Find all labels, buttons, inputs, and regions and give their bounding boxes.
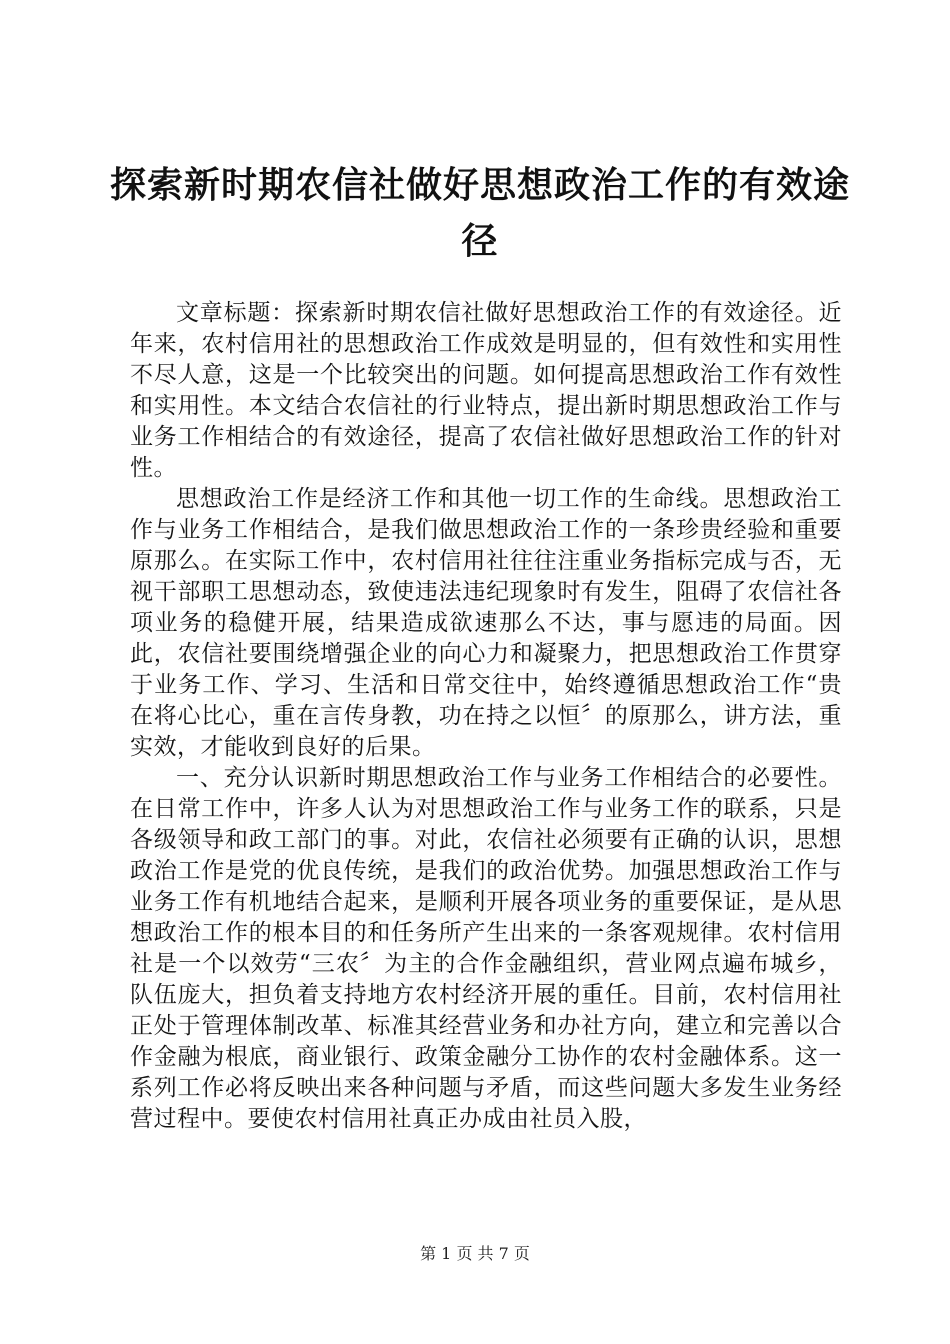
- paragraph-intro: 文章标题：探索新时期农信社做好思想政治工作的有效途径。近年来，农村信用社的思想政治工作成效是明显的，但有效性和实用性不尽人意，这是一个比较突出的问题。如何提高思想政治工作有效性和实用性。本文结合农信社的行业特点，提出新时期思想政治工作与业务工作相结合的有效途径，提高了农信社做好思想政治工作的针对性。: [130, 300, 842, 481]
- paragraph-lifeline: 思想政治工作是经济工作和其他一切工作的生命线。思想政治工作与业务工作相结合，是我们做思想政治工作的一条珍贵经验和重要原那么。在实际工作中，农村信用社往往注重业务指标完成与否，无视干部职工思想动态，致使违法违纪现象时有发生，阻碍了农信社各项业务的稳健开展，结果造成欲速那么不达，事与愿违的局面。因此，农信社要围绕增强企业的向心力和凝聚力，把思想政治工作贯穿于业务工作、学习、生活和日常交往中，始终遵循思想政治工作“贵在将心比心，重在言传身教，功在持之以恒〞的原那么，讲方法，重实效，才能收到良好的后果。: [130, 486, 842, 760]
- document-title: 探索新时期农信社做好思想政治工作的有效途径: [110, 165, 851, 262]
- document-body: [130, 298, 842, 1135]
- paragraph-section-one: 一、充分认识新时期思想政治工作与业务工作相结合的必要性。在日常工作中，许多人认为对思想政治工作与业务工作的联系，只是各级领导和政工部门的事。对此，农信社必须要有正确的认识，思想政治工作是党的优良传统，是我们的政治优势。加强思想政治工作与业务工作有机地结合起来，是顺利开展各项业务的重要保证，是从思想政治工作的根本目的和任务所产生出来的一条客观规律。农村信用社是一个以效劳“三农〞为主的合作金融组织，营业网点遍布城乡，队伍庞大，担负着支持地方农村经济开展的重任。目前，农村信用社正处于管理体制改革、标准其经营业务和办社方向，建立和完善以合作金融为根底，商业银行、政策金融分工协作的农村金融体系。这一系列工作必将反映出来各种问题与矛盾，而这些问题大多发生业务经营过程中。要使农村信用社真正办成由社员入股，: [130, 765, 842, 1132]
- page-number-footer: 第 1 页 共 7 页: [420, 1244, 530, 1263]
